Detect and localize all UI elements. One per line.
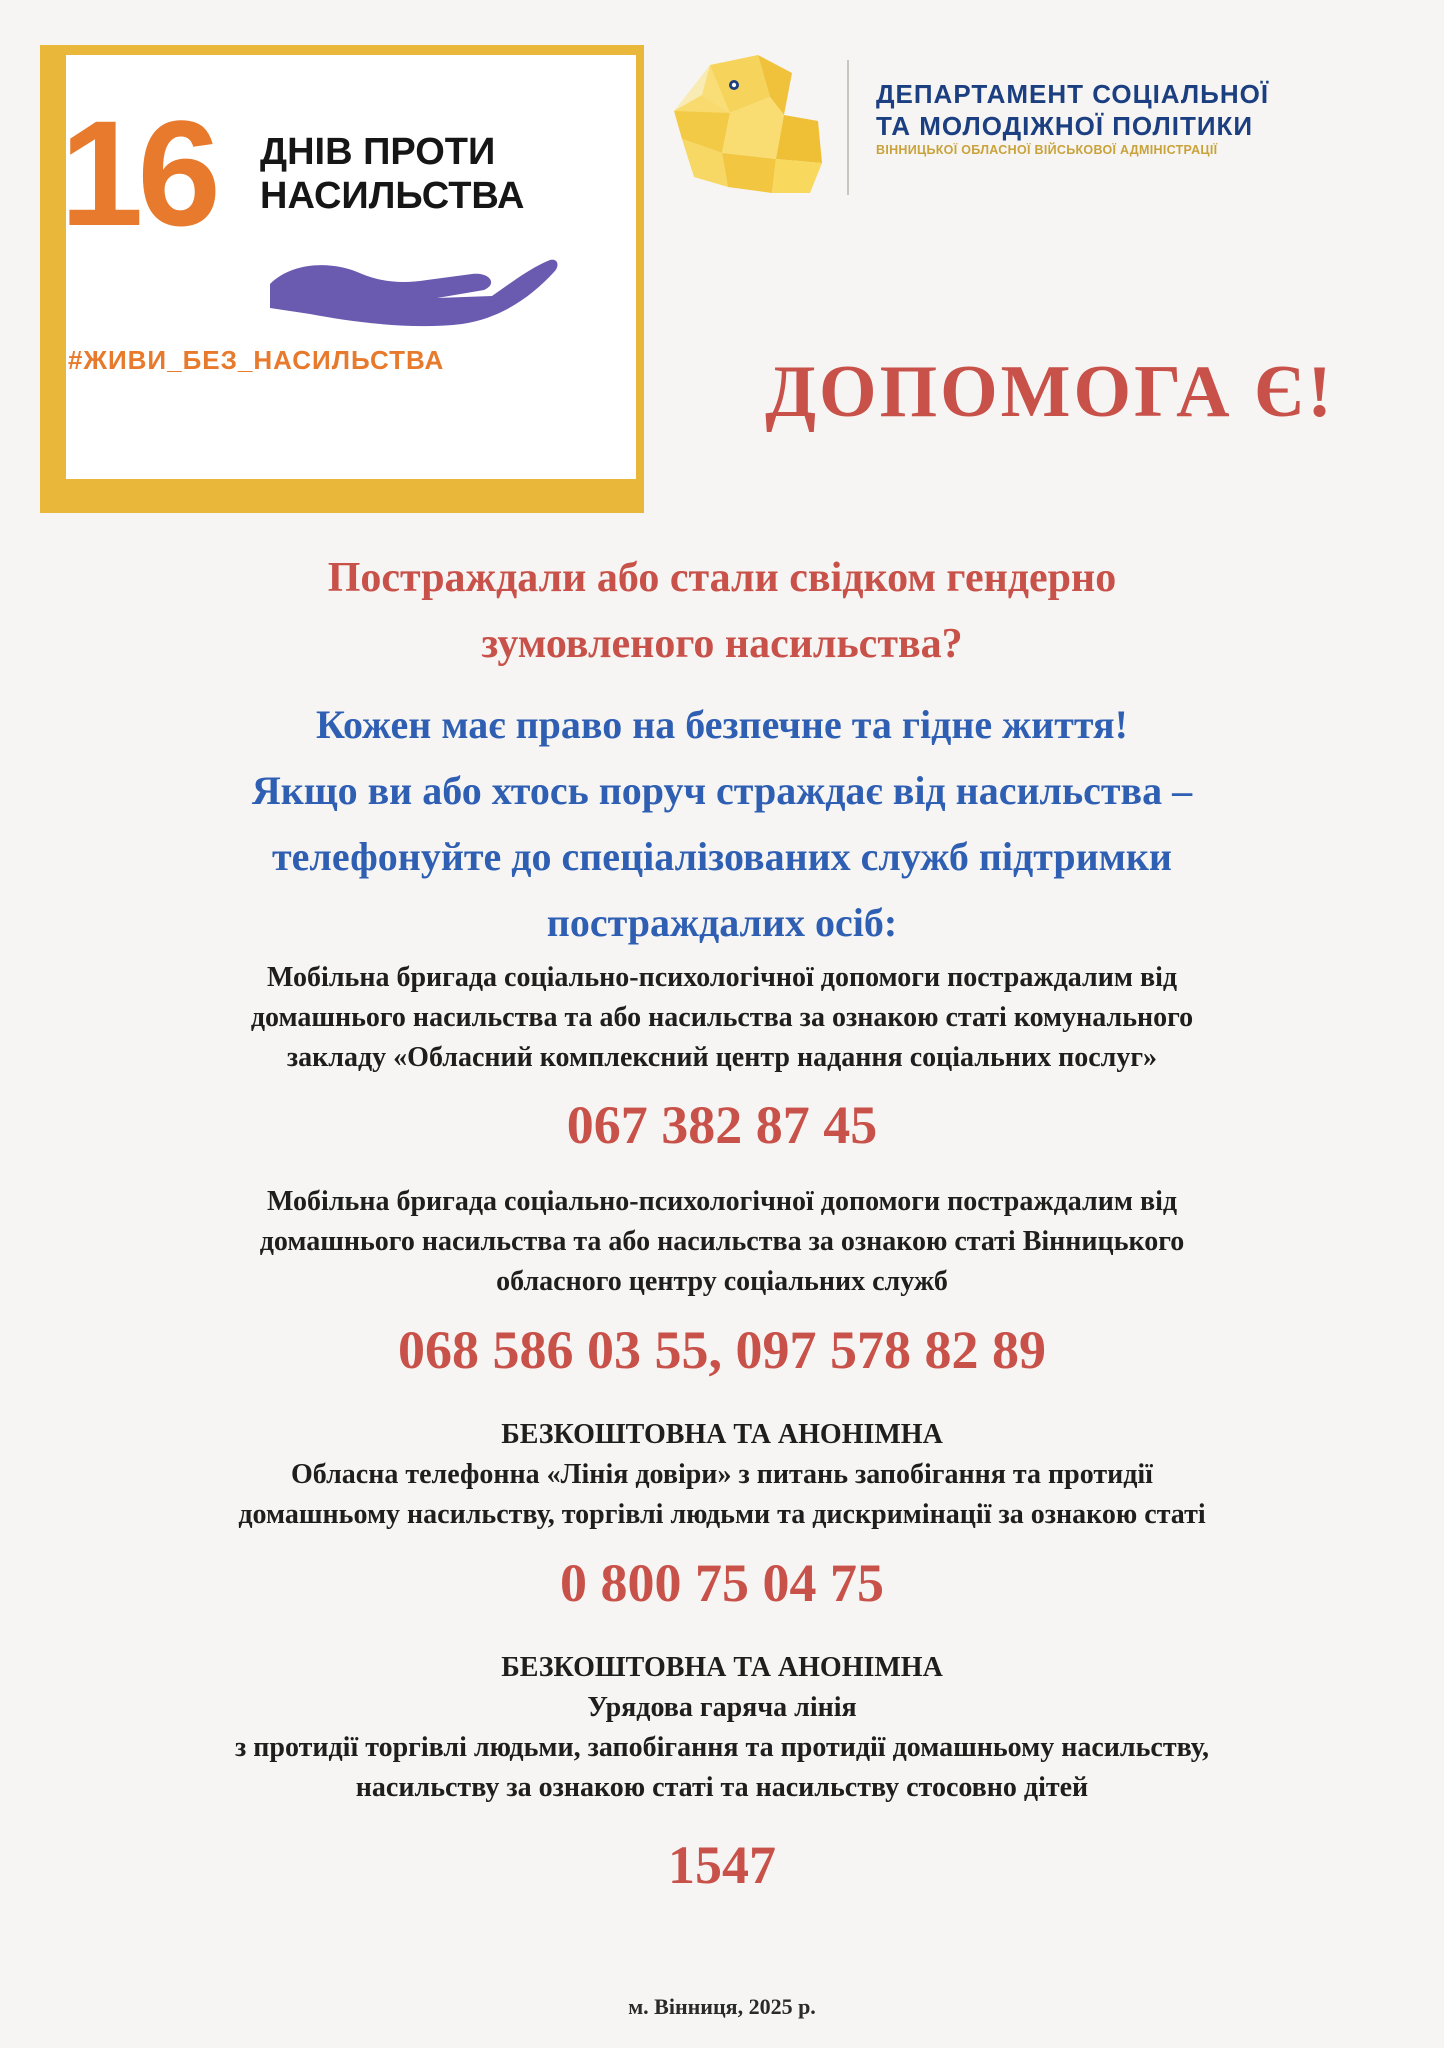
department-name <box>876 78 1396 142</box>
department-name-line: ДЕПАРТАМЕНТ СОЦІАЛЬНОЇ <box>876 79 1269 109</box>
service-line: Мобільна бригада соціально-психологічної допомоги постраждалим від <box>266 962 1178 993</box>
service-line: домашнього насильства та або насильства за ознакою статі комунального <box>250 1002 1194 1033</box>
service-line: домашньому насильству, торгівлі людьми та дискримінації за ознакою статі <box>238 1499 1206 1530</box>
department-name-line: ТА МОЛОДІЖНОЇ ПОЛІТИКИ <box>876 111 1254 141</box>
free-anonymous-label: БЕЗКОШТОВНА ТА АНОНІМНА <box>501 1652 943 1683</box>
question-line: зумовленого насильства? <box>481 621 963 667</box>
help-heading: ДОПОМОГА Є! <box>765 351 1335 433</box>
service-line: обласного центру соціальних служб <box>496 1266 948 1297</box>
service-description <box>40 1455 1404 1535</box>
department-subtitle: ВІННИЦЬКОЇ ОБЛАСНОЇ ВІЙСЬКОВОЇ АДМІНІСТРАЦІЇ <box>876 143 1218 157</box>
service-description <box>40 958 1404 1078</box>
appeal-line: Кожен має право на безпечне та гідне життя! <box>316 702 1128 747</box>
service-line: з протидії торгівлі людьми, запобігання та протидії домашньому насильству, <box>235 1732 1209 1763</box>
service-line: Урядова гаряча лінія <box>587 1692 857 1723</box>
phone-number: 068 586 03 55, 097 578 82 89 <box>398 1320 1046 1380</box>
appeal-text <box>40 692 1404 956</box>
service-description <box>40 1182 1404 1302</box>
appeal-line: Якщо ви або хтось поруч страждає від насильства – <box>251 768 1193 813</box>
footer-place-date: м. Вінниця, 2025 р. <box>628 1994 816 2019</box>
phone-number: 0 800 75 04 75 <box>560 1553 884 1613</box>
hand-icon <box>262 222 562 332</box>
service-line: Обласна телефонна «Лінія довіри» з питань запобігання та протидії <box>291 1459 1153 1490</box>
campaign-title-line: ДНІВ ПРОТИ <box>260 131 496 173</box>
campaign-title-line: НАСИЛЬСТВА <box>260 175 525 217</box>
service-line: насильству за ознакою статі та насильству стосовно дітей <box>355 1772 1089 1803</box>
service-line: закладу «Обласний комплексний центр надання соціальних послуг» <box>286 1042 1158 1073</box>
logo-divider <box>847 60 849 195</box>
question-text <box>40 545 1404 677</box>
service-description <box>40 1688 1404 1808</box>
phone-number: 067 382 87 45 <box>566 1095 878 1155</box>
regional-emblem-icon <box>672 55 824 195</box>
campaign-number: 16 <box>60 89 215 257</box>
service-line: Мобільна бригада соціально-психологічної допомоги постраждалим від <box>266 1186 1178 1217</box>
campaign-hashtag: #ЖИВИ_БЕЗ_НАСИЛЬСТВА <box>68 345 445 375</box>
appeal-line: постраждалих осіб: <box>546 900 898 945</box>
service-line: домашнього насильства та або насильства за ознакою статі Вінницького <box>259 1226 1185 1257</box>
campaign-title <box>260 130 580 218</box>
free-anonymous-label: БЕЗКОШТОВНА ТА АНОНІМНА <box>501 1419 943 1450</box>
appeal-line: телефонуйте до спеціалізованих служб підтримки <box>272 834 1172 879</box>
question-line: Постраждали або стали свідком гендерно <box>327 555 1117 601</box>
phone-number: 1547 <box>668 1835 776 1895</box>
